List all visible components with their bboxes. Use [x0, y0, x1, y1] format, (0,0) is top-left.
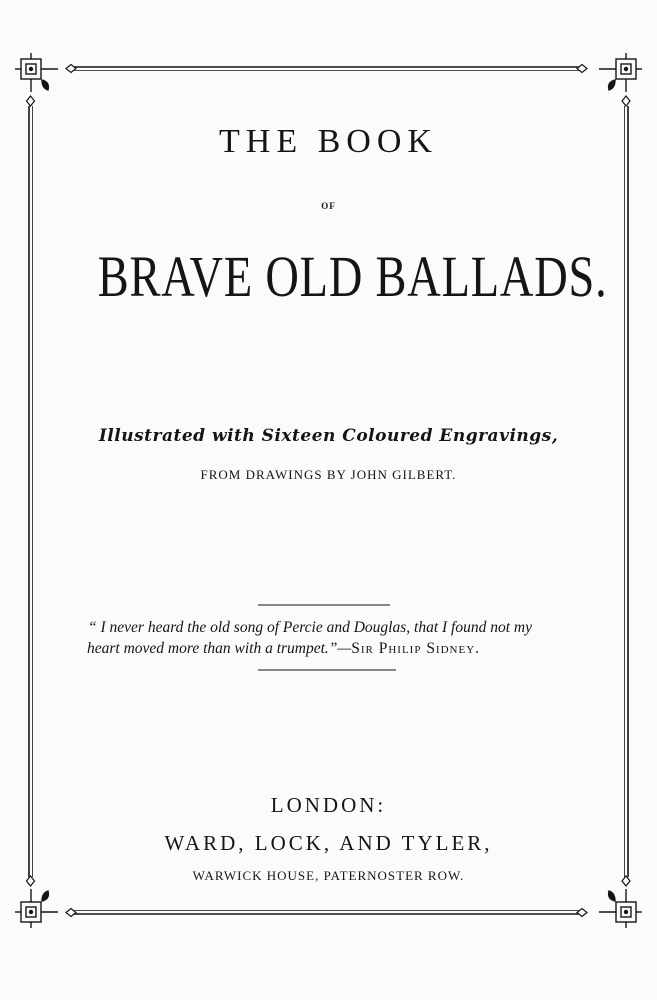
epigraph	[88, 617, 600, 659]
epigraph-author: Sir Philip Sidney.	[351, 640, 481, 657]
imprint-city: LONDON:	[270, 793, 387, 817]
epigraph-line-two-text: heart moved more than with a trumpet.”—	[87, 640, 352, 657]
imprint-publisher: WARD, LOCK, AND TYLER,	[164, 831, 493, 855]
illustration-note: Illustrated with Sixteen Coloured Engravings,	[98, 426, 559, 446]
corner-ornament-bottom-left	[15, 889, 58, 928]
corner-ornament-top-right	[599, 53, 642, 92]
title-connector: OF	[321, 201, 336, 211]
corner-ornament-top-left	[15, 53, 58, 92]
drawings-credit: FROM DRAWINGS BY JOHN GILBERT.	[200, 467, 457, 482]
title-line-one: THE BOOK	[219, 123, 438, 160]
imprint-address: WARWICK HOUSE, PATERNOSTER ROW.	[192, 868, 465, 883]
corner-ornament-bottom-right	[599, 889, 642, 928]
epigraph-line-one: “ I never heard the old song of Percie and Douglas, that I found not my	[88, 619, 532, 636]
epigraph-line-two	[87, 638, 600, 659]
title-line-two: BRAVE OLD BALLADS.	[97, 244, 608, 309]
